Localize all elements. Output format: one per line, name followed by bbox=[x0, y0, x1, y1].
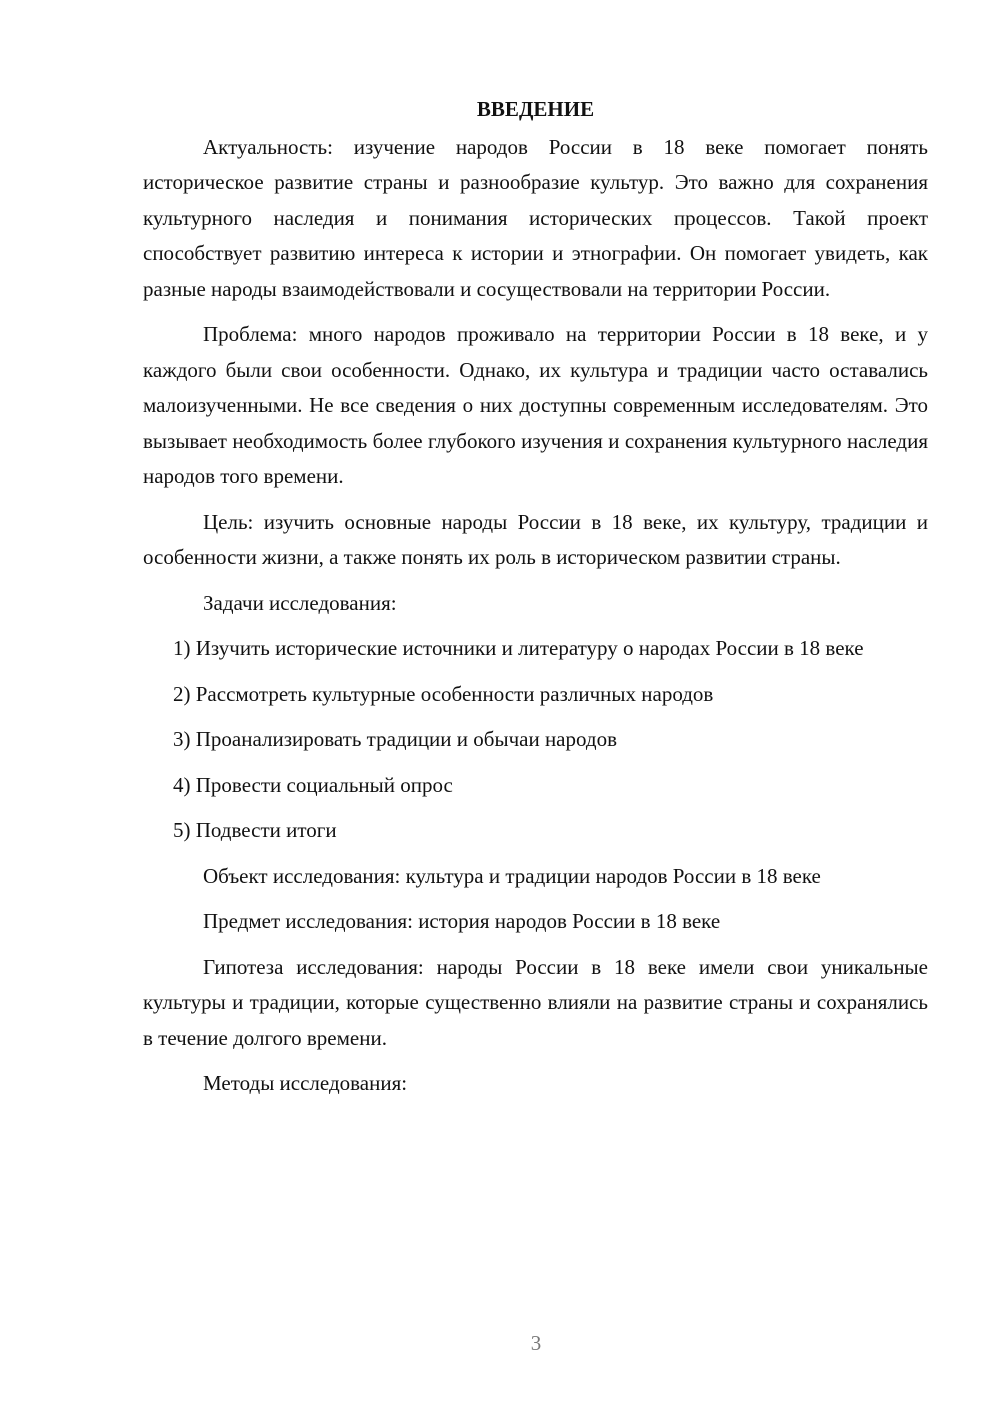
paragraph-object: Объект исследования: культура и традиции народов России в 18 веке bbox=[203, 863, 821, 888]
paragraph-hypothesis: Гипотеза исследования: народы России в 18 веке имели свои уникальные культуры и традиции, которые существенно влияли на развитие страны и сохранялись в течение долгого времени. bbox=[143, 954, 928, 1050]
page-title: ВВЕДЕНИЕ bbox=[476, 97, 595, 121]
page-content bbox=[143, 92, 928, 1102]
task-item: 1) Изучить исторические источники и литературу о народах России в 18 веке bbox=[173, 636, 864, 660]
page-number: 3 bbox=[530, 1331, 542, 1355]
paragraph-methods: Методы исследования: bbox=[203, 1071, 408, 1095]
paragraph-relevance: Актуальность: изучение народов России в 18 веке помогает понять историческое развитие страны и разнообразие культур. Это важно для сохранения культурного наследия и понимания исторических процессов. Такой проект способствует развитию интереса к истории и этнографии. Он помогает увидеть, как разные народы взаимодействовали и сосуществовали на территории России. bbox=[143, 134, 928, 301]
paragraph-problem: Проблема: много народов проживало на территории России в 18 веке, и у каждого были свои особенности. Однако, их культура и традиции часто оставались малоизученными. Не все сведения о них доступны современным исследователям. Это вызывает необходимость более глубокого изучения и сохранения культурного наследия народов того времени. bbox=[143, 322, 928, 488]
task-item: 3) Проанализировать традиции и обычаи народов bbox=[173, 727, 617, 751]
task-item: 4) Провести социальный опрос bbox=[173, 772, 453, 797]
task-item: 5) Подвести итоги bbox=[173, 818, 337, 842]
task-item: 2) Рассмотреть культурные особенности различных народов bbox=[173, 681, 714, 706]
paragraph-subject: Предмет исследования: история народов России в 18 веке bbox=[203, 909, 721, 933]
paragraph-goal: Цель: изучить основные народы России в 18 веке, их культуру, традиции и особенности жизни, а также понять их роль в историческом развитии страны. bbox=[143, 509, 928, 569]
tasks-heading: Задачи исследования: bbox=[203, 590, 397, 615]
